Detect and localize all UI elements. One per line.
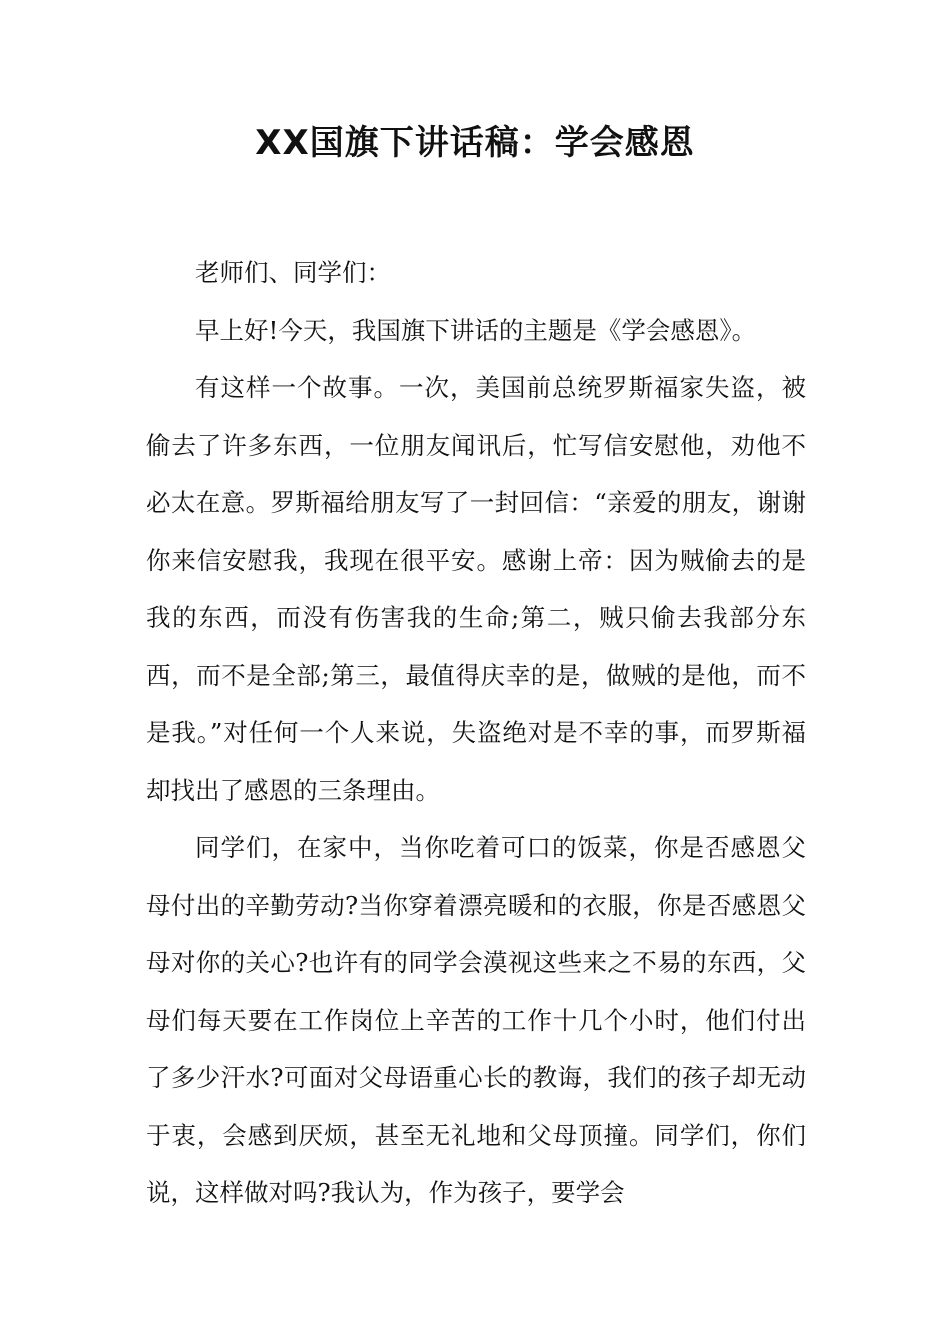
paragraph-greeting: 老师们、同学们：: [195, 258, 391, 287]
document-body: [146, 244, 806, 1222]
paragraph-story: 有这样一个故事。一次，美国前总统罗斯福家失盗，被偷去了许多东西，一位朋友闻讯后，忙写信安慰他，劝他不必太在意。罗斯福给朋友写了一封回信：“亲爱的朋友，谢谢你来信安慰我，我现在很平安。感谢上帝：因为贼偷去的是我的东西，而没有伤害我的生命;第二，贼只偷去我部分东西，而不是全部;第三，最值得庆幸的是，做贼的是他，而不是我。”对任何一个人来说，失盗绝对是不幸的事，而罗斯福却找出了感恩的三条理由。: [146, 373, 806, 805]
paragraph-gratitude-parents: 同学们，在家中，当你吃着可口的饭菜，你是否感恩父母付出的辛勤劳动?当你穿着漂亮暖和的衣服，你是否感恩父母对你的关心?也许有的同学会漠视这些来之不易的东西，父母们每天要在工作岗位上辛苦的工作十几个小时，他们付出了多少汗水?可面对父母语重心长的教诲，我们的孩子却无动于衷，会感到厌烦，甚至无礼地和父母顶撞。同学们，你们说，这样做对吗?我认为，作为孩子，要学会: [146, 833, 806, 1207]
document-title: XX国旗下讲话稿：学会感恩: [255, 123, 695, 163]
paragraph-topic: 早上好!今天，我国旗下讲话的主题是《学会感恩》。: [195, 315, 757, 345]
